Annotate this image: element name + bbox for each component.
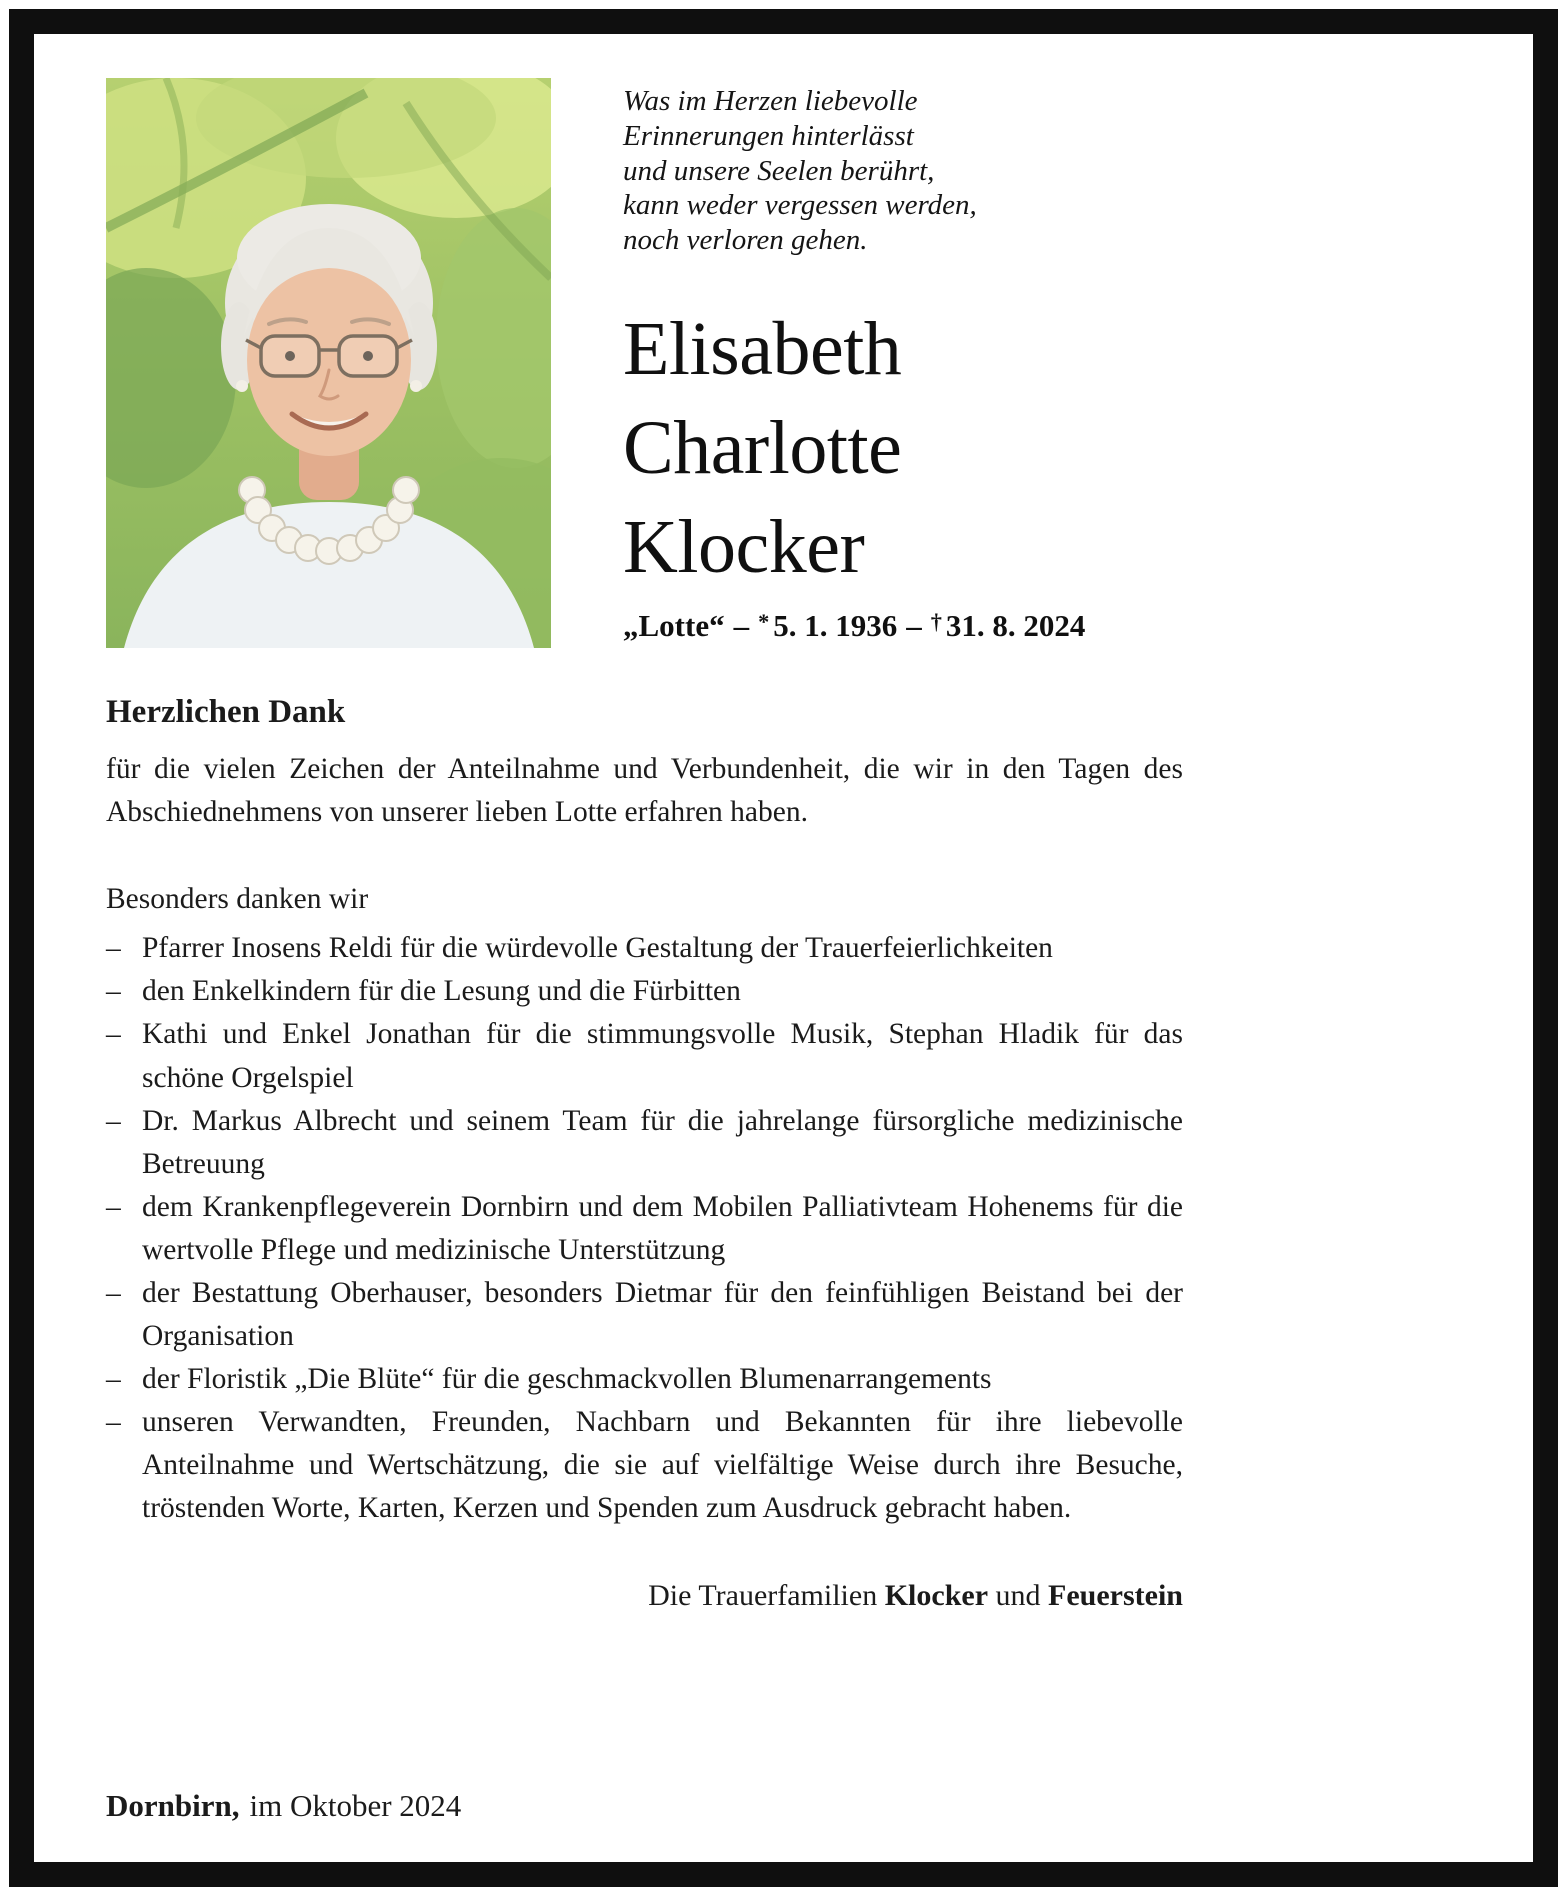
list-item-text: Pfarrer Inosens Reldi für die würdevolle Gestaltung der Trauerfeierlichkeiten (142, 932, 1053, 965)
closing-line (106, 1574, 1183, 1618)
portrait-photo (106, 78, 551, 648)
list-item-text: der Floristik „Die Blüte“ für die geschmackvollen Blumenarrangements (142, 1362, 992, 1395)
list-item (106, 1272, 1183, 1358)
dash-separator: – (733, 608, 750, 644)
deceased-name (623, 300, 1183, 596)
closing-conjunction: und (995, 1579, 1041, 1613)
list-item (106, 1013, 1183, 1099)
nickname: „Lotte“ (623, 608, 725, 644)
list-item-text: Kathi und Enkel Jonathan für die stimmungsvolle Musik, Stephan Hladik für das schöne Orgelspiel (142, 1018, 1183, 1094)
list-item-text: unseren Verwandten, Freunden, Nachbarn und Bekannten für ihre liebevolle Anteilnahme und Wertschätzung, die sie auf vielfältige Weise durch ihre Besuche, tröstenden Worte, Karten, Kerzen und Spenden zum Ausdruck gebracht haben. (142, 1406, 1183, 1525)
poem-line: und unsere Seelen berührt, (623, 154, 935, 187)
life-dates (623, 608, 1183, 644)
list-dash: – (106, 932, 121, 965)
list-dash: – (106, 1406, 121, 1439)
place-date-line (106, 1788, 1183, 1834)
list-item (106, 1100, 1183, 1186)
family-name: Klocker (884, 1579, 989, 1613)
list-item-text: Dr. Markus Albrecht und seinem Team für die jahrelange fürsorgliche medizinische Betreuung (142, 1104, 1183, 1180)
thanks-list (106, 927, 1183, 1530)
list-item (106, 1186, 1183, 1272)
death-cross-icon: † (930, 609, 942, 635)
name-line: Elisabeth (623, 306, 902, 391)
death-date: 31. 8. 2024 (945, 608, 1086, 644)
poem-line: Erinnerungen hinterlässt (623, 119, 914, 152)
list-item (106, 1401, 1183, 1530)
list-dash: – (106, 1276, 121, 1309)
black-frame (9, 9, 1558, 1887)
poem-line: Was im Herzen liebevolle (623, 85, 918, 117)
list-intro: Besonders danken wir (106, 883, 369, 916)
memorial-poem (623, 84, 1183, 258)
birth-date: 5. 1. 1936 (773, 608, 898, 644)
header-right-column (623, 78, 1183, 648)
list-item (106, 927, 1183, 970)
list-item-text: der Bestattung Oberhauser, besonders Dietmar für den feinfühligen Beistand bei der Organisation (142, 1276, 1183, 1352)
thanks-intro: für die vielen Zeichen der Anteilnahme und Verbundenheit, die wir in den Tagen des Abschiednehmens von unserer lieben Lotte erfahren haben. (106, 753, 1183, 829)
list-item-text: dem Krankenpflegeverein Dornbirn und dem Mobilen Palliativteam Hohenems für die wertvolle Pflege und medizinische Unterstützung (142, 1190, 1183, 1266)
city: Dornbirn, (106, 1788, 240, 1823)
name-line: Charlotte (623, 405, 902, 490)
list-item-text: den Enkelkindern für die Lesung und die Fürbitten (142, 975, 741, 1008)
list-dash: – (106, 1104, 121, 1137)
family-name: Feuerstein (1048, 1579, 1183, 1613)
poem-line: kann weder vergessen werden, (623, 189, 977, 222)
list-dash: – (106, 975, 121, 1008)
list-dash: – (106, 1018, 121, 1051)
list-dash: – (106, 1362, 121, 1395)
poem-line: noch verloren gehen. (623, 224, 868, 257)
portrait-illustration (106, 78, 551, 648)
header (106, 78, 1183, 648)
dash-separator: – (906, 608, 922, 644)
closing-prefix: Die Trauerfamilien (648, 1579, 878, 1613)
name-line: Klocker (623, 504, 865, 589)
thanks-heading: Herzlichen Dank (106, 694, 346, 730)
list-dash: – (106, 1190, 121, 1223)
thanks-section (106, 688, 1183, 1618)
birth-star-icon: * (758, 609, 770, 635)
month-year: im Oktober 2024 (249, 1788, 462, 1823)
list-item (106, 1358, 1183, 1401)
list-item (106, 970, 1183, 1013)
